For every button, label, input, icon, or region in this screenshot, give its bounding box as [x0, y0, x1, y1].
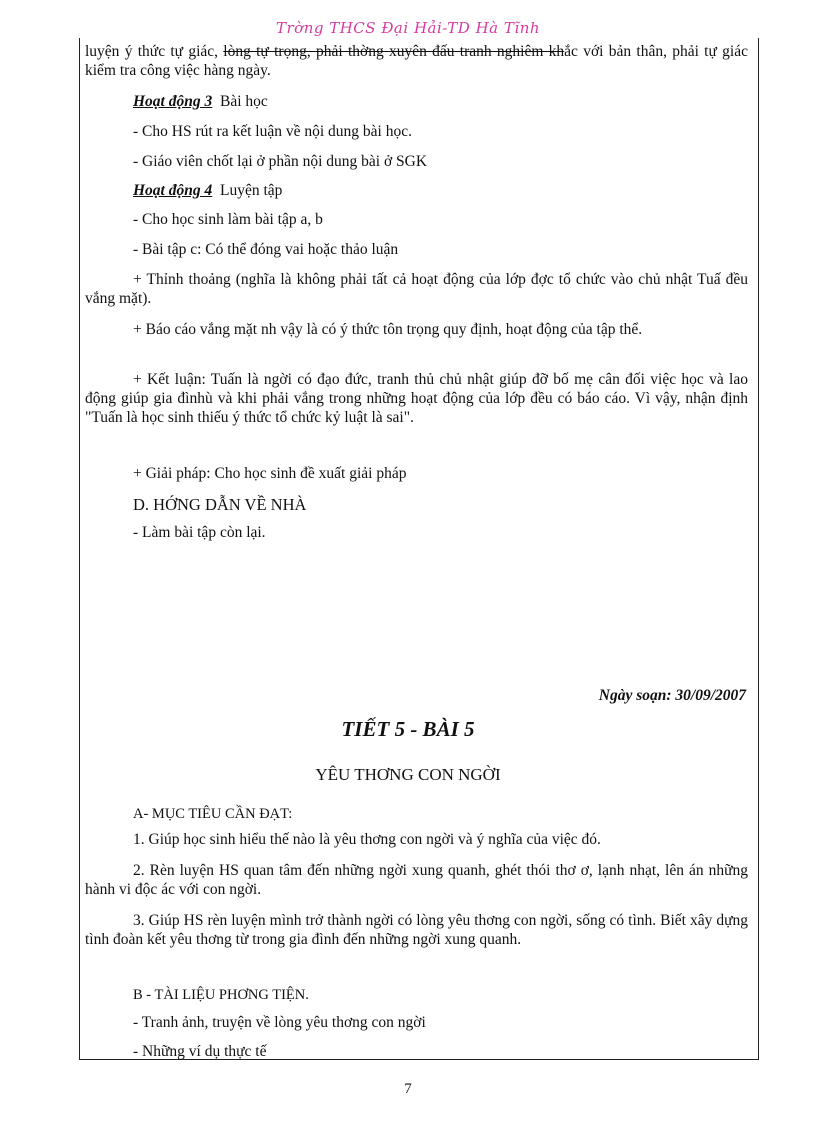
paragraph-occasionally: + Thỉnh thoảng (nghĩa là không phải tất cả hoạt động của lớp đợc tổ chức vào chủ nhật Tuấ đều vắng mặt). — [85, 271, 748, 307]
preparation-date: Ngày soạn: 30/09/2007 — [598, 687, 746, 704]
line-teacher-summary: - Giáo viên chốt lại ở phần nội dung bài ở SGK — [133, 153, 428, 170]
intro-text-strike: lòng tự trọng, phải thờng xuyên đấu tranh nghiêm kh — [223, 43, 565, 60]
activity-4-text: Luyện tập — [219, 182, 283, 199]
goal-3: 3. Giúp HS rèn luyện mình trở thành ngời có lòng yêu thơng con ngời, sống có tình. Biết xây dựng tình đoàn kết yêu thơng từ trong gia đình đến những ngời xung quanh. — [85, 912, 748, 948]
activity-3-label: Hoạt động 3 — [133, 93, 213, 110]
page-number: 7 — [404, 1081, 412, 1097]
paragraph-absence-report: + Báo cáo vắng mặt nh vậy là có ý thức tôn trọng quy định, hoạt động của tập thể. — [133, 321, 643, 338]
line-exercise-c: - Bài tập c: Có thể đóng vai hoặc thảo luận — [133, 241, 399, 258]
section-b-heading: B - TÀI LIỆU PHƠNG TIỆN. — [133, 987, 309, 1003]
lesson-title: TIẾT 5 - BÀI 5 — [341, 717, 475, 741]
line-pictures-stories: - Tranh ảnh, truyện về lòng yêu thơng con ngời — [133, 1014, 426, 1031]
paragraph-conclusion: + Kết luận: Tuấn là ngời có đạo đức, tranh thủ chủ nhật giúp đỡ bố mẹ cân đối việc học và lao động giúp gia đìnhù và khi phải vắng trong những hoạt động của lớp đều có báo cáo. Vì vậy, nhận định "Tuấn là học sinh thiếu ý thức tổ chức kỷ luật là sai". — [85, 371, 748, 426]
section-d-heading: D. HỚNG DẪN VỀ NHÀ — [133, 495, 307, 514]
goal-1: 1. Giúp học sinh hiểu thế nào là yêu thơng con ngời và ý nghĩa của việc đó. — [133, 831, 601, 848]
line-exercise-ab: - Cho học sinh làm bài tập a, b — [133, 211, 323, 228]
goal-2: 2. Rèn luyện HS quan tâm đến những ngời xung quanh, ghét thói thơ ơ, lạnh nhạt, lên án những hành vi độc ác với con ngời. — [85, 862, 748, 898]
line-homework: - Làm bài tập còn lại. — [133, 524, 266, 541]
activity-4-label: Hoạt động 4 — [133, 182, 213, 199]
lesson-subtitle: YÊU THƠNG CON NGỜI — [315, 765, 501, 784]
section-a-heading: A- MỤC TIÊU CẦN ĐẠT: — [133, 806, 293, 822]
intro-text-b: ắc với bản thân, phải tự giác kiểm tra công việc hàng ngày. — [85, 43, 748, 79]
activity-3-text: Bài học — [219, 93, 268, 110]
activity-4-line — [133, 181, 282, 200]
line-hs-conclusion: - Cho HS rút ra kết luận về nội dung bài học. — [133, 123, 412, 140]
page-header: Trờng THCS Đại Hải-TD Hà Tĩnh — [275, 19, 541, 37]
paragraph-solution: + Giải pháp: Cho học sinh đề xuất giải pháp — [133, 465, 407, 482]
intro-paragraph — [85, 42, 748, 80]
intro-text-a: luyện ý thức tự giác, — [85, 43, 224, 60]
line-real-examples: - Những ví dụ thực tế — [133, 1043, 267, 1060]
activity-3-line — [133, 92, 268, 111]
